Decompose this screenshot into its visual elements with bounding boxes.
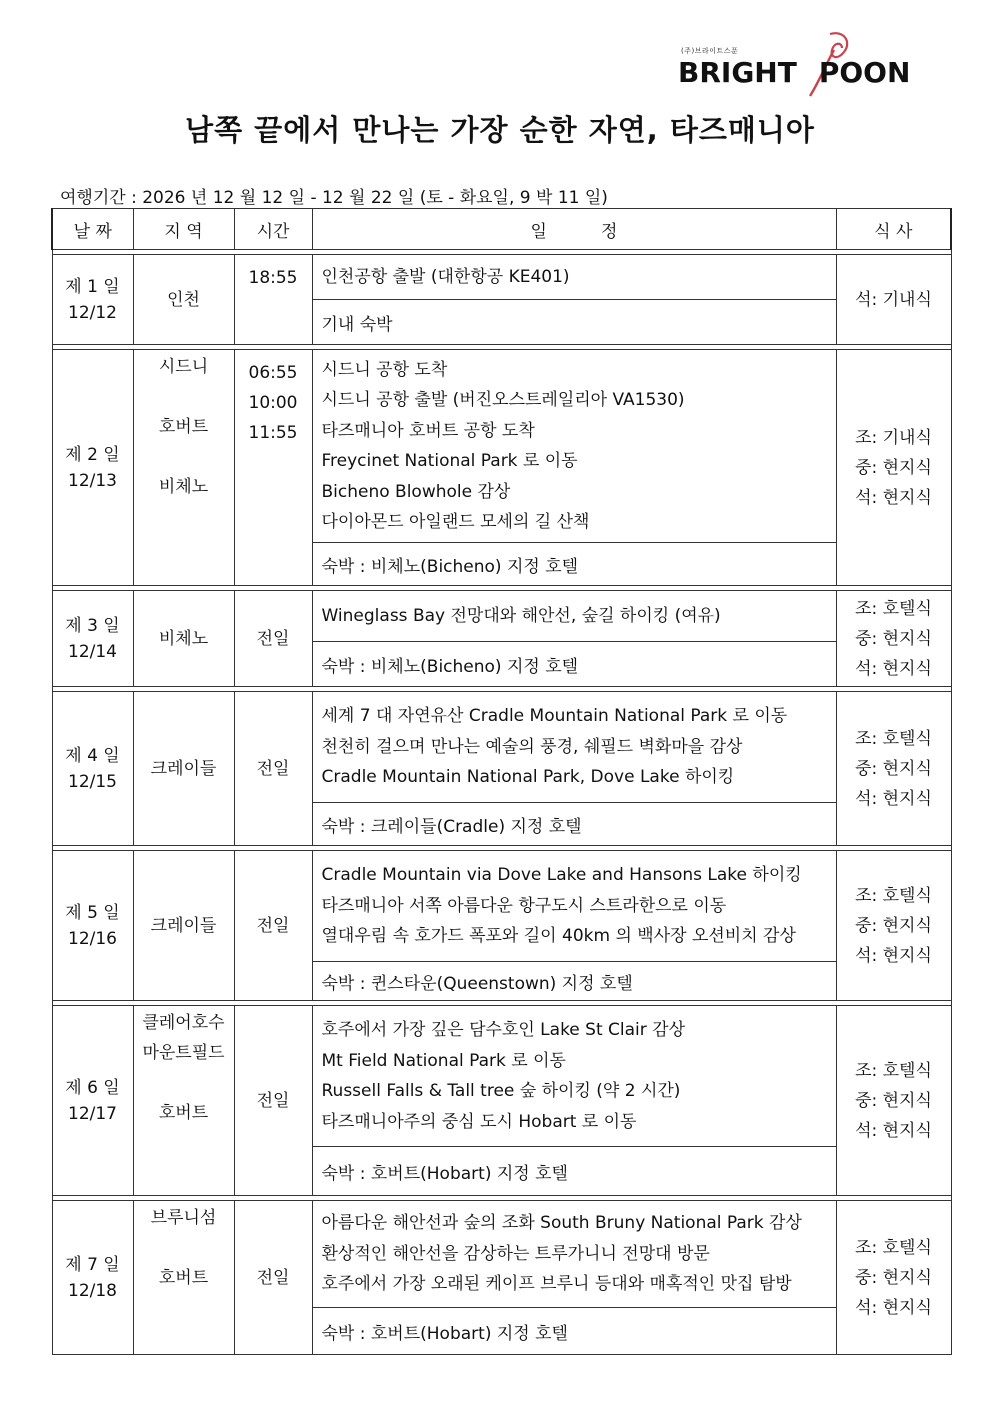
time-value: 전일 [256,628,290,649]
meal-item: 석: 현지식 [855,1120,932,1141]
region-cell [133,350,234,586]
meal-item: 중: 현지식 [855,1090,932,1111]
region-cell [133,851,234,1001]
meals-cell [836,255,951,345]
schedule-item: 다이아몬드 아일랜드 모세의 길 산책 [321,512,590,532]
meals-cell [836,692,951,846]
schedule-cell [312,1006,836,1147]
logo-word-right: POON [818,56,911,89]
schedule-item: 환상적인 해안선을 감상하는 트루가니니 전망대 방문 [321,1243,710,1264]
meal-item: 조: 호텔식 [855,598,932,619]
schedule-cell [312,350,836,543]
day-date: 12/13 [68,470,117,491]
schedule-item: 호주에서 가장 깊은 담수호인 Lake St Clair 감상 [321,1020,686,1040]
time-value: 전일 [256,915,290,936]
day-number: 제 4 일 [65,745,120,766]
stay-cell: 숙박 : 퀸스타운(Queenstown) 지정 호텔 [312,962,836,1001]
day-date: 12/12 [68,302,117,323]
time-cell [234,851,312,1001]
header-date: 날 짜 [52,209,133,250]
day-cell [52,255,133,345]
schedule-item: 타즈매니아 서쪽 아름다운 항구도시 스트라한으로 이동 [321,895,727,916]
meals-cell [836,1201,951,1355]
day-cell [52,1201,133,1355]
meal-item: 석: 현지식 [855,1297,932,1318]
schedule-item: 열대우림 속 호가드 폭포와 길이 40km 의 백사장 오션비치 감상 [321,926,796,947]
meal-item: 석: 현지식 [855,487,932,508]
meal-item: 석: 현지식 [855,945,932,966]
region-name [134,1233,234,1263]
header-time: 시간 [234,209,312,250]
day-cell [52,1006,133,1196]
meal-item: 조: 호텔식 [855,1060,932,1081]
logo-wordmark [678,56,910,89]
meal-item: 중: 현지식 [855,457,932,478]
day-row [52,591,951,642]
day-date: 12/15 [68,771,117,792]
day-number: 제 1 일 [65,276,120,297]
region-name [134,442,234,472]
meal-item: 석: 기내식 [855,289,932,310]
day-number: 제 6 일 [65,1077,120,1098]
schedule-item: 아름다운 해안선과 숲의 조화 South Bruny National Park 감상 [321,1213,802,1234]
schedule-item: 시드니 공항 도착 [321,359,448,380]
region-cell [133,591,234,687]
schedule-item: Wineglass Bay 전망대와 해안선, 숲길 하이킹 (여유) [321,605,721,626]
region-name: 크레이들 [150,915,217,936]
meal-item: 조: 기내식 [855,427,932,448]
region-name: 호버트 [158,1103,209,1123]
schedule-item: Russell Falls & Tall tree 숲 하이킹 (약 2 시간) [321,1081,681,1101]
region-name: 마운트필드 [142,1043,225,1063]
day-number: 제 2 일 [65,444,120,465]
region-name: 클레어호수 [142,1013,225,1033]
schedule-item: 타즈매니아 호버트 공항 도착 [321,420,535,441]
region-cell [133,1006,234,1196]
schedule-item: 인천공항 출발 (대한항공 KE401) [321,266,570,287]
day-number: 제 7 일 [65,1254,120,1275]
day-cell [52,350,133,586]
time-value: 전일 [256,1267,290,1288]
stay-cell: 기내 숙박 [312,300,836,345]
schedule-item: Mt Field National Park 로 이동 [321,1050,566,1071]
time-cell [234,255,312,345]
day-cell [52,591,133,687]
day-row [52,255,951,300]
time-value: 전일 [256,758,290,779]
region-name: 크레이들 [150,758,217,779]
schedule-cell [312,255,836,300]
region-name [134,382,234,412]
meals-cell [836,591,951,687]
region-name [134,1068,234,1098]
stay-cell: 숙박 : 비체노(Bicheno) 지정 호텔 [312,543,836,586]
schedule-item: 호주에서 가장 오래된 케이프 브루니 등대와 매혹적인 맛집 탐방 [321,1274,792,1295]
schedule-cell [312,851,836,962]
page-title: 남쪽 끝에서 만나는 가장 순한 자연, 타즈매니아 [185,113,815,147]
region-name: 시드니 [158,357,209,377]
schedule-item: Bicheno Blowhole 감상 [321,481,511,502]
meal-item: 석: 현지식 [855,788,932,809]
day-row [52,692,951,803]
stay-cell: 숙박 : 호버트(Hobart) 지정 호텔 [312,1308,836,1355]
region-name: 비체노 [158,477,209,497]
day-cell [52,851,133,1001]
day-row [52,1201,951,1308]
header-region: 지 역 [133,209,234,250]
time-value: 18:55 [248,268,298,288]
schedule-cell [312,692,836,803]
day-cell [52,692,133,846]
day-date: 12/18 [68,1280,117,1301]
schedule-cell [312,591,836,642]
stay-cell: 숙박 : 호버트(Hobart) 지정 호텔 [312,1147,836,1196]
meals-cell [836,851,951,1001]
schedule-item: 타즈매니아주의 중심 도시 Hobart 로 이동 [321,1111,637,1132]
meal-item: 중: 현지식 [855,1267,932,1288]
header-schedule: 일 정 [312,209,836,250]
region-cell [133,1201,234,1355]
stay-cell: 숙박 : 비체노(Bicheno) 지정 호텔 [312,642,836,687]
company-logo [678,30,928,100]
region-name: 호버트 [158,1268,209,1288]
meals-cell [836,1006,951,1196]
meal-item: 조: 호텔식 [855,1237,932,1258]
time-value: 전일 [256,1090,290,1111]
region-cell [133,255,234,345]
day-date: 12/17 [68,1103,117,1124]
schedule-item: Cradle Mountain National Park, Dove Lake 하이킹 [321,767,735,788]
time-value: 06:55 [248,363,298,383]
stay-cell: 숙박 : 크레이들(Cradle) 지정 호텔 [312,803,836,846]
region-cell [133,692,234,846]
meal-item: 중: 현지식 [855,628,932,649]
time-cell [234,1201,312,1355]
region-name: 브루니섬 [150,1208,217,1228]
header-meals: 식 사 [836,209,951,250]
time-value: 11:55 [248,423,298,443]
meal-item: 중: 현지식 [855,915,932,936]
time-cell [234,591,312,687]
itinerary-table [51,208,952,1355]
time-cell [234,350,312,586]
schedule-item: Freycinet National Park 로 이동 [321,451,578,471]
region-name: 호버트 [158,417,209,437]
day-date: 12/14 [68,641,117,662]
meal-item: 중: 현지식 [855,758,932,779]
logo-company-name: (주)브라이트스푼 [681,47,739,55]
time-cell [234,692,312,846]
logo-word-left: BRIGHT [678,56,797,89]
time-value: 10:00 [248,393,298,413]
day-row [52,1006,951,1147]
day-row [52,350,951,543]
day-date: 12/16 [68,928,117,949]
travel-period: 여행기간 : 2026 년 12 월 12 일 - 12 월 22 일 (토 - 화요일, 9 박 11 일) [60,188,608,208]
schedule-item: 천천히 걸으며 만나는 예술의 풍경, 쉐필드 벽화마을 감상 [321,736,743,757]
meals-cell [836,350,951,586]
region-name: 인천 [167,289,200,310]
day-row [52,851,951,962]
day-number: 제 5 일 [65,902,120,923]
schedule-item: 세계 7 대 자연유산 Cradle Mountain National Park 로 이동 [321,706,788,727]
region-name: 비체노 [158,628,209,649]
meal-item: 조: 호텔식 [855,728,932,749]
meal-item: 조: 호텔식 [855,885,932,906]
meal-item: 석: 현지식 [855,658,932,679]
time-cell [234,1006,312,1196]
schedule-item: 시드니 공항 출발 (버진오스트레일리아 VA1530) [321,390,685,410]
schedule-item: Cradle Mountain via Dove Lake and Hansons Lake 하이킹 [321,865,802,886]
schedule-cell [312,1201,836,1308]
table-header-row [52,209,951,250]
day-number: 제 3 일 [65,615,120,636]
